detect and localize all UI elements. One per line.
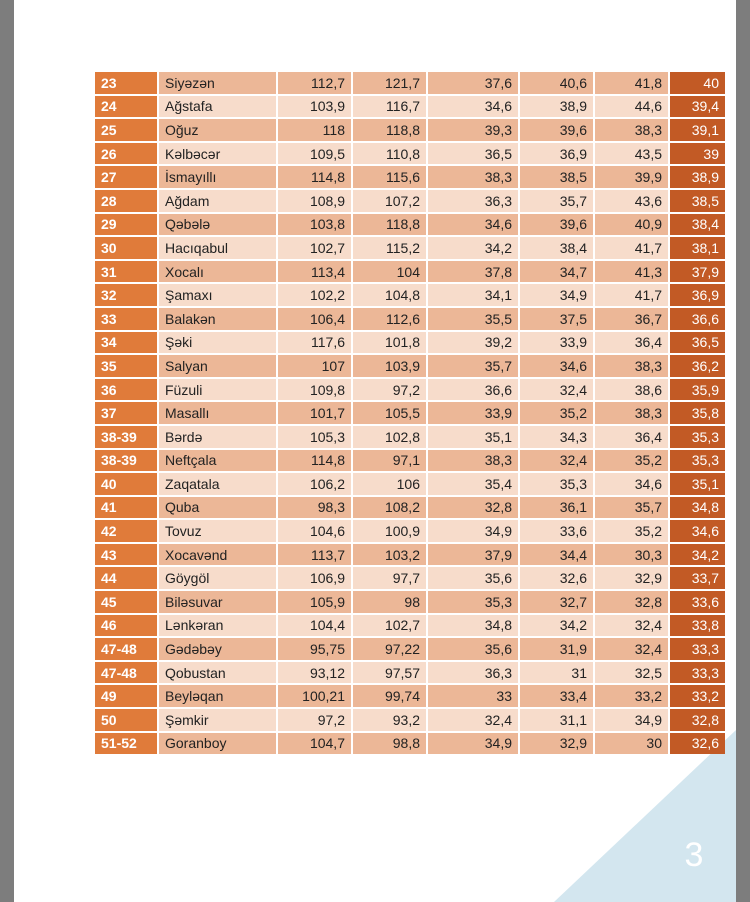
value-cell: 114,8 [278, 450, 351, 472]
value-cell: 115,6 [353, 166, 426, 188]
score-cell: 38,1 [670, 237, 725, 259]
value-cell: 95,75 [278, 638, 351, 660]
value-cell: 38,6 [595, 379, 668, 401]
value-cell: 102,7 [353, 615, 426, 637]
value-cell: 35,7 [595, 497, 668, 519]
value-cell: 110,8 [353, 143, 426, 165]
rank-cell: 23 [95, 72, 157, 94]
value-cell: 36,1 [520, 497, 593, 519]
district-name-cell: Şəki [159, 332, 276, 354]
rank-cell: 38-39 [95, 426, 157, 448]
value-cell: 35,7 [520, 190, 593, 212]
value-cell: 41,7 [595, 284, 668, 306]
value-cell: 43,6 [595, 190, 668, 212]
value-cell: 32,4 [595, 638, 668, 660]
value-cell: 34,7 [520, 261, 593, 283]
score-cell: 33,2 [670, 685, 725, 707]
rank-cell: 27 [95, 166, 157, 188]
rank-cell: 50 [95, 709, 157, 731]
value-cell: 34,9 [428, 520, 518, 542]
score-cell: 35,3 [670, 450, 725, 472]
value-cell: 106,9 [278, 567, 351, 589]
value-cell: 39,6 [520, 119, 593, 141]
table-row [95, 615, 725, 637]
rank-cell: 41 [95, 497, 157, 519]
value-cell: 33,2 [595, 685, 668, 707]
table-row [95, 261, 725, 283]
value-cell: 106 [353, 473, 426, 495]
value-cell: 38,3 [428, 166, 518, 188]
value-cell: 34,4 [520, 544, 593, 566]
value-cell: 39,6 [520, 214, 593, 236]
value-cell: 102,2 [278, 284, 351, 306]
score-cell: 40 [670, 72, 725, 94]
score-cell: 35,3 [670, 426, 725, 448]
score-cell: 33,6 [670, 591, 725, 613]
value-cell: 32,6 [520, 567, 593, 589]
value-cell: 105,5 [353, 402, 426, 424]
value-cell: 97,2 [353, 379, 426, 401]
district-name-cell: Füzuli [159, 379, 276, 401]
value-cell: 34,8 [428, 615, 518, 637]
score-cell: 37,9 [670, 261, 725, 283]
value-cell: 40,9 [595, 214, 668, 236]
score-cell: 38,4 [670, 214, 725, 236]
rank-cell: 45 [95, 591, 157, 613]
district-name-cell: Salyan [159, 355, 276, 377]
value-cell: 121,7 [353, 72, 426, 94]
rank-cell: 38-39 [95, 450, 157, 472]
table-row [95, 96, 725, 118]
value-cell: 37,8 [428, 261, 518, 283]
score-cell: 36,5 [670, 332, 725, 354]
value-cell: 34,6 [428, 214, 518, 236]
value-cell: 108,2 [353, 497, 426, 519]
value-cell: 37,6 [428, 72, 518, 94]
value-cell: 41,7 [595, 237, 668, 259]
table-row [95, 520, 725, 542]
value-cell: 36,3 [428, 190, 518, 212]
table-row [95, 284, 725, 306]
value-cell: 112,7 [278, 72, 351, 94]
score-cell: 32,8 [670, 709, 725, 731]
table-row [95, 685, 725, 707]
ranking-table [93, 70, 727, 756]
value-cell: 36,4 [595, 332, 668, 354]
value-cell: 38,3 [595, 119, 668, 141]
value-cell: 98,8 [353, 733, 426, 755]
value-cell: 41,8 [595, 72, 668, 94]
value-cell: 35,3 [428, 591, 518, 613]
district-name-cell: Ağstafa [159, 96, 276, 118]
value-cell: 103,2 [353, 544, 426, 566]
value-cell: 98,3 [278, 497, 351, 519]
district-name-cell: Oğuz [159, 119, 276, 141]
rank-cell: 49 [95, 685, 157, 707]
value-cell: 108,9 [278, 190, 351, 212]
value-cell: 44,6 [595, 96, 668, 118]
value-cell: 34,6 [428, 96, 518, 118]
value-cell: 36,6 [428, 379, 518, 401]
value-cell: 112,6 [353, 308, 426, 330]
value-cell: 39,9 [595, 166, 668, 188]
value-cell: 104,6 [278, 520, 351, 542]
score-cell: 35,9 [670, 379, 725, 401]
value-cell: 32,4 [520, 379, 593, 401]
score-cell: 34,8 [670, 497, 725, 519]
district-name-cell: Siyəzən [159, 72, 276, 94]
table-row [95, 733, 725, 755]
value-cell: 40,6 [520, 72, 593, 94]
table-row [95, 402, 725, 424]
value-cell: 31,9 [520, 638, 593, 660]
rank-cell: 44 [95, 567, 157, 589]
table-row [95, 473, 725, 495]
score-cell: 35,8 [670, 402, 725, 424]
rank-cell: 37 [95, 402, 157, 424]
table-row [95, 72, 725, 94]
value-cell: 115,2 [353, 237, 426, 259]
score-cell: 33,7 [670, 567, 725, 589]
value-cell: 101,7 [278, 402, 351, 424]
rank-cell: 47-48 [95, 662, 157, 684]
value-cell: 35,2 [595, 450, 668, 472]
rank-cell: 28 [95, 190, 157, 212]
district-name-cell: Beyləqan [159, 685, 276, 707]
value-cell: 97,22 [353, 638, 426, 660]
score-cell: 33,3 [670, 662, 725, 684]
rank-cell: 34 [95, 332, 157, 354]
value-cell: 117,6 [278, 332, 351, 354]
rank-cell: 46 [95, 615, 157, 637]
table-row [95, 567, 725, 589]
rank-cell: 40 [95, 473, 157, 495]
value-cell: 32,7 [520, 591, 593, 613]
value-cell: 36,4 [595, 426, 668, 448]
value-cell: 104,8 [353, 284, 426, 306]
district-name-cell: Göygöl [159, 567, 276, 589]
table-row [95, 497, 725, 519]
value-cell: 31 [520, 662, 593, 684]
table-row [95, 638, 725, 660]
value-cell: 105,3 [278, 426, 351, 448]
district-name-cell: Qəbələ [159, 214, 276, 236]
value-cell: 93,2 [353, 709, 426, 731]
value-cell: 30,3 [595, 544, 668, 566]
rank-cell: 43 [95, 544, 157, 566]
score-cell: 39,4 [670, 96, 725, 118]
value-cell: 36,7 [595, 308, 668, 330]
value-cell: 34,1 [428, 284, 518, 306]
rank-cell: 29 [95, 214, 157, 236]
value-cell: 34,3 [520, 426, 593, 448]
value-cell: 36,5 [428, 143, 518, 165]
score-cell: 34,6 [670, 520, 725, 542]
table-row [95, 379, 725, 401]
value-cell: 103,8 [278, 214, 351, 236]
value-cell: 37,9 [428, 544, 518, 566]
district-name-cell: Gədəbəy [159, 638, 276, 660]
value-cell: 118,8 [353, 214, 426, 236]
value-cell: 104 [353, 261, 426, 283]
value-cell: 97,1 [353, 450, 426, 472]
district-name-cell: Masallı [159, 402, 276, 424]
value-cell: 105,9 [278, 591, 351, 613]
value-cell: 32,8 [595, 591, 668, 613]
value-cell: 32,4 [520, 450, 593, 472]
value-cell: 34,2 [428, 237, 518, 259]
score-cell: 36,9 [670, 284, 725, 306]
value-cell: 103,9 [278, 96, 351, 118]
score-cell: 35,1 [670, 473, 725, 495]
table-row [95, 119, 725, 141]
value-cell: 103,9 [353, 355, 426, 377]
value-cell: 39,3 [428, 119, 518, 141]
value-cell: 34,9 [428, 733, 518, 755]
table-row [95, 237, 725, 259]
value-cell: 38,3 [595, 355, 668, 377]
value-cell: 34,2 [520, 615, 593, 637]
value-cell: 104,7 [278, 733, 351, 755]
value-cell: 32,5 [595, 662, 668, 684]
value-cell: 39,2 [428, 332, 518, 354]
value-cell: 97,7 [353, 567, 426, 589]
value-cell: 107 [278, 355, 351, 377]
value-cell: 38,3 [595, 402, 668, 424]
value-cell: 34,9 [595, 709, 668, 731]
rank-cell: 42 [95, 520, 157, 542]
table-row [95, 332, 725, 354]
value-cell: 113,7 [278, 544, 351, 566]
table-row [95, 544, 725, 566]
district-name-cell: Hacıqabul [159, 237, 276, 259]
district-name-cell: Neftçala [159, 450, 276, 472]
document-page [14, 0, 736, 902]
value-cell: 38,4 [520, 237, 593, 259]
score-cell: 34,2 [670, 544, 725, 566]
value-cell: 30 [595, 733, 668, 755]
rank-cell: 31 [95, 261, 157, 283]
value-cell: 102,8 [353, 426, 426, 448]
value-cell: 93,12 [278, 662, 351, 684]
district-name-cell: Şəmkir [159, 709, 276, 731]
rank-cell: 32 [95, 284, 157, 306]
score-cell: 33,8 [670, 615, 725, 637]
value-cell: 35,1 [428, 426, 518, 448]
value-cell: 38,5 [520, 166, 593, 188]
score-cell: 36,6 [670, 308, 725, 330]
value-cell: 33,6 [520, 520, 593, 542]
value-cell: 33,9 [428, 402, 518, 424]
district-name-cell: İsmayıllı [159, 166, 276, 188]
table-row [95, 591, 725, 613]
value-cell: 38,3 [428, 450, 518, 472]
table-row [95, 143, 725, 165]
value-cell: 32,9 [520, 733, 593, 755]
value-cell: 104,4 [278, 615, 351, 637]
value-cell: 99,74 [353, 685, 426, 707]
value-cell: 32,8 [428, 497, 518, 519]
value-cell: 34,6 [595, 473, 668, 495]
table-row [95, 190, 725, 212]
district-name-cell: Tovuz [159, 520, 276, 542]
value-cell: 106,2 [278, 473, 351, 495]
value-cell: 37,5 [520, 308, 593, 330]
value-cell: 32,4 [428, 709, 518, 731]
score-cell: 33,3 [670, 638, 725, 660]
value-cell: 41,3 [595, 261, 668, 283]
table-row [95, 709, 725, 731]
value-cell: 35,5 [428, 308, 518, 330]
score-cell: 39 [670, 143, 725, 165]
value-cell: 106,4 [278, 308, 351, 330]
rank-cell: 47-48 [95, 638, 157, 660]
value-cell: 35,6 [428, 638, 518, 660]
value-cell: 109,5 [278, 143, 351, 165]
rank-cell: 35 [95, 355, 157, 377]
district-name-cell: Kəlbəcər [159, 143, 276, 165]
district-name-cell: Goranboy [159, 733, 276, 755]
value-cell: 100,9 [353, 520, 426, 542]
score-cell: 39,1 [670, 119, 725, 141]
district-name-cell: Xocavənd [159, 544, 276, 566]
value-cell: 35,2 [520, 402, 593, 424]
value-cell: 97,2 [278, 709, 351, 731]
value-cell: 38,9 [520, 96, 593, 118]
rank-cell: 30 [95, 237, 157, 259]
value-cell: 36,9 [520, 143, 593, 165]
value-cell: 43,5 [595, 143, 668, 165]
value-cell: 35,4 [428, 473, 518, 495]
value-cell: 35,2 [595, 520, 668, 542]
district-name-cell: Qobustan [159, 662, 276, 684]
ranking-table-body [95, 72, 725, 754]
value-cell: 32,9 [595, 567, 668, 589]
value-cell: 34,9 [520, 284, 593, 306]
table-row [95, 426, 725, 448]
value-cell: 35,6 [428, 567, 518, 589]
district-name-cell: Xocalı [159, 261, 276, 283]
value-cell: 34,6 [520, 355, 593, 377]
value-cell: 98 [353, 591, 426, 613]
value-cell: 118,8 [353, 119, 426, 141]
score-cell: 36,2 [670, 355, 725, 377]
score-cell: 38,9 [670, 166, 725, 188]
district-name-cell: Quba [159, 497, 276, 519]
value-cell: 33 [428, 685, 518, 707]
page-number: 3 [684, 836, 704, 874]
rank-cell: 24 [95, 96, 157, 118]
table-row [95, 166, 725, 188]
district-name-cell: Zaqatala [159, 473, 276, 495]
table-row [95, 662, 725, 684]
value-cell: 35,3 [520, 473, 593, 495]
table-row [95, 214, 725, 236]
district-name-cell: Şamaxı [159, 284, 276, 306]
value-cell: 97,57 [353, 662, 426, 684]
value-cell: 32,4 [595, 615, 668, 637]
district-name-cell: Bərdə [159, 426, 276, 448]
value-cell: 113,4 [278, 261, 351, 283]
rank-cell: 25 [95, 119, 157, 141]
value-cell: 100,21 [278, 685, 351, 707]
value-cell: 114,8 [278, 166, 351, 188]
rank-cell: 26 [95, 143, 157, 165]
value-cell: 33,4 [520, 685, 593, 707]
value-cell: 107,2 [353, 190, 426, 212]
table-row [95, 450, 725, 472]
value-cell: 102,7 [278, 237, 351, 259]
rank-cell: 36 [95, 379, 157, 401]
value-cell: 33,9 [520, 332, 593, 354]
score-cell: 38,5 [670, 190, 725, 212]
table-row [95, 308, 725, 330]
value-cell: 35,7 [428, 355, 518, 377]
district-name-cell: Lənkəran [159, 615, 276, 637]
value-cell: 109,8 [278, 379, 351, 401]
district-name-cell: Balakən [159, 308, 276, 330]
district-name-cell: Biləsuvar [159, 591, 276, 613]
value-cell: 116,7 [353, 96, 426, 118]
rank-cell: 51-52 [95, 733, 157, 755]
score-cell: 32,6 [670, 733, 725, 755]
value-cell: 118 [278, 119, 351, 141]
table-row [95, 355, 725, 377]
value-cell: 101,8 [353, 332, 426, 354]
value-cell: 31,1 [520, 709, 593, 731]
value-cell: 36,3 [428, 662, 518, 684]
rank-cell: 33 [95, 308, 157, 330]
district-name-cell: Ağdam [159, 190, 276, 212]
